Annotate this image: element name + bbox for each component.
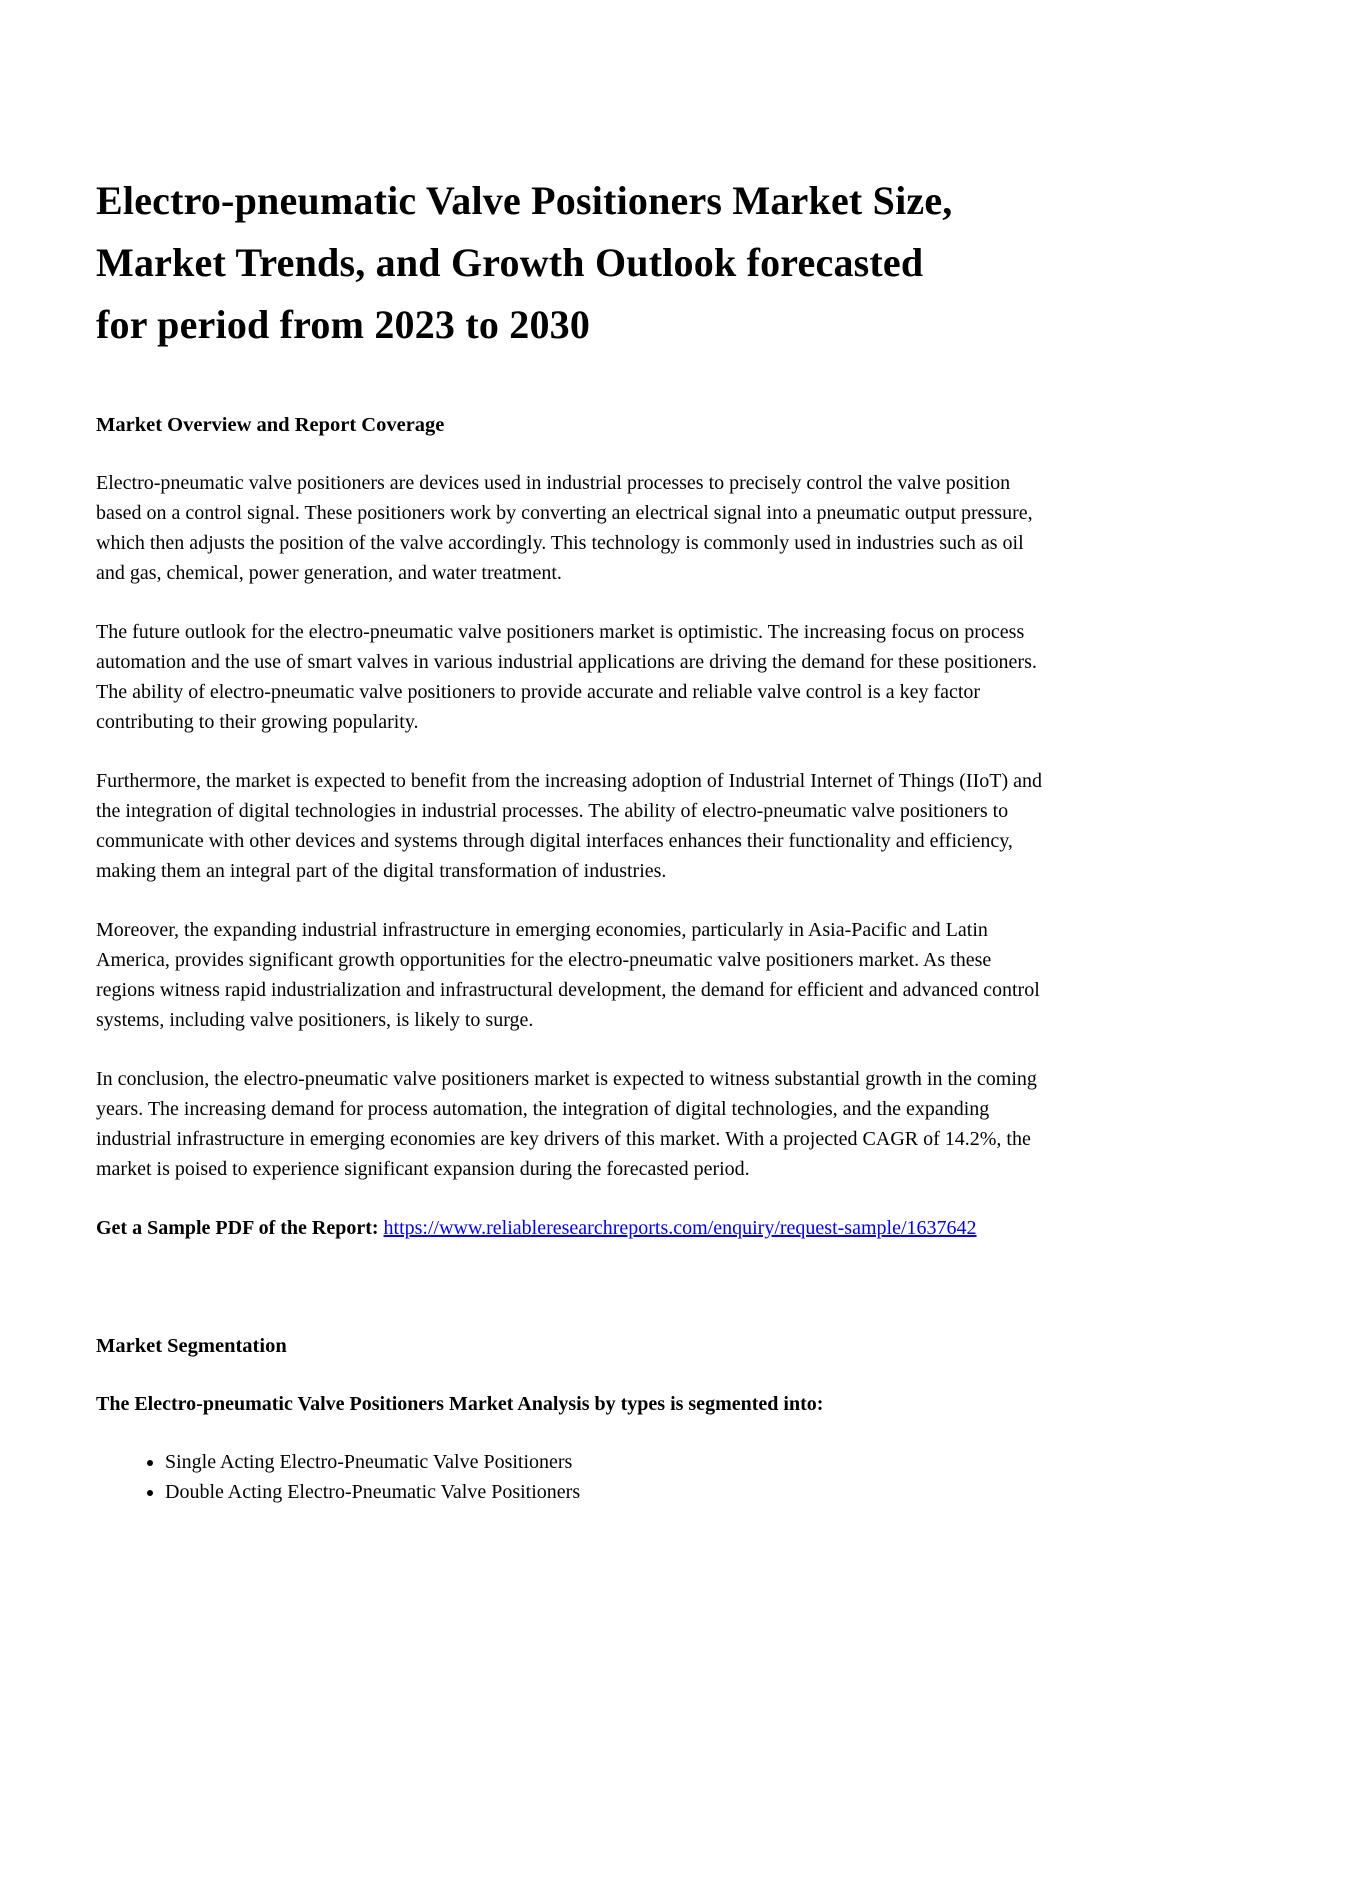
paragraph-iiot: Furthermore, the market is expected to benefit from the increasing adoption of Industrial Internet of Things (IIoT) and the integration of digital technologies in industrial processes. The ability of electro-pneumatic valve positioners to communicate with other devices and systems through digital interfaces enhances their functionality and efficiency, making them an integral part of the digital transformation of industries.: [96, 770, 1042, 882]
sample-report-link[interactable]: https://www.reliableresearchreports.com/enquiry/request-sample/1637642: [383, 1217, 977, 1239]
segmentation-heading: Market Segmentation: [96, 1335, 287, 1357]
page-title-line: Electro-pneumatic Valve Positioners Market Size,: [96, 178, 953, 223]
article: [96, 0, 1051, 1507]
types-intro: The Electro-pneumatic Valve Positioners Market Analysis by types is segmented into:: [96, 1393, 824, 1415]
page-title: [96, 170, 1051, 356]
overview-heading: Market Overview and Report Coverage: [96, 414, 445, 436]
sample-report-label: Get a Sample PDF of the Report:: [96, 1217, 379, 1239]
paragraph-conclusion: In conclusion, the electro-pneumatic valve positioners market is expected to witness substantial growth in the coming years. The increasing demand for process automation, the integration of digital technologies, and the expanding industrial infrastructure in emerging economies are key drivers of this market. With a projected CAGR of 14.2%, the market is poised to experience significant expansion during the forecasted period.: [96, 1068, 1037, 1180]
page-title-line: Market Trends, and Growth Outlook forecasted: [96, 240, 924, 285]
paragraph-intro: Electro-pneumatic valve positioners are devices used in industrial processes to precisely control the valve position based on a control signal. These positioners work by converting an electrical signal into a pneumatic output pressure, which then adjusts the position of the valve accordingly. This technology is commonly used in industries such as oil and gas, chemical, power generation, and water treatment.: [96, 472, 1033, 584]
list-item: • Double Acting Electro-Pneumatic Valve Positioners: [165, 1477, 1051, 1507]
types-list: [96, 1447, 1051, 1507]
sample-report-line: [96, 1213, 1051, 1243]
page-title-line: for period from 2023 to 2030: [96, 302, 591, 347]
paragraph-outlook: The future outlook for the electro-pneumatic valve positioners market is optimistic. The increasing focus on process automation and the use of smart valves in various industrial applications are driving the demand for these positioners. The ability of electro-pneumatic valve positioners to provide accurate and reliable valve control is a key factor contributing to their growing popularity.: [96, 621, 1037, 733]
list-item: • Single Acting Electro-Pneumatic Valve Positioners: [165, 1447, 1051, 1477]
paragraph-emerging-economies: Moreover, the expanding industrial infrastructure in emerging economies, particularly in Asia-Pacific and Latin America, provides significant growth opportunities for the electro-pneumatic valve positioners market. As these regions witness rapid industrialization and infrastructural development, the demand for efficient and advanced control systems, including valve positioners, is likely to surge.: [96, 919, 1040, 1031]
